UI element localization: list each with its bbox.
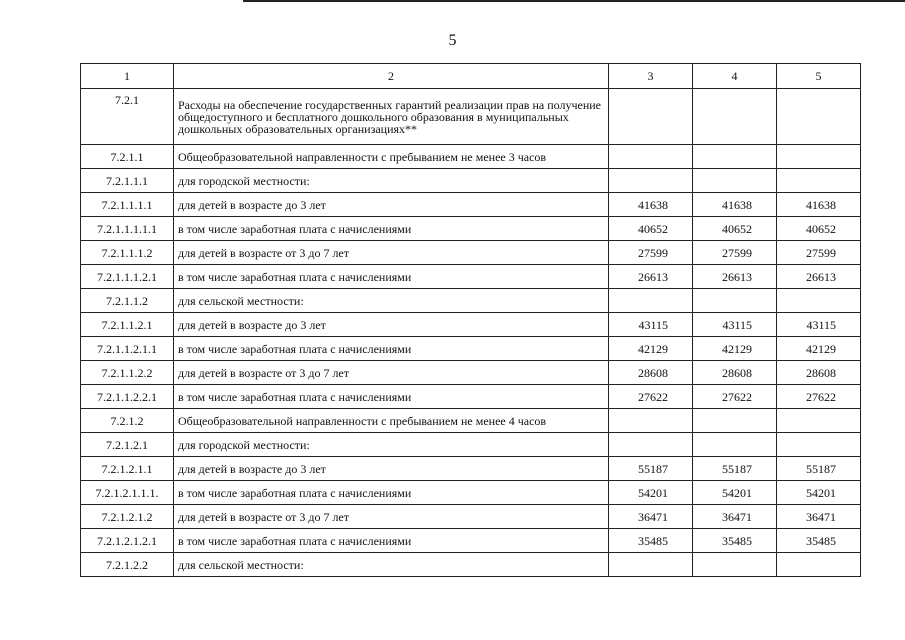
table-row <box>81 169 861 193</box>
row-value-3: 35485 <box>609 529 693 553</box>
table-row <box>81 553 861 577</box>
row-code: 7.2.1.1.1 <box>81 169 174 193</box>
row-code: 7.2.1.1.1.1 <box>81 193 174 217</box>
row-value-4: 27599 <box>693 241 777 265</box>
table-row <box>81 313 861 337</box>
row-value-4: 35485 <box>693 529 777 553</box>
row-code: 7.2.1.1.2.1 <box>81 313 174 337</box>
row-value-5 <box>777 433 861 457</box>
header-cell-3: 3 <box>609 64 693 89</box>
row-text: для детей в возрасте от 3 до 7 лет <box>174 241 609 265</box>
table-row <box>81 289 861 313</box>
row-value-3: 27622 <box>609 385 693 409</box>
row-value-3 <box>609 289 693 313</box>
table-row <box>81 529 861 553</box>
table-row <box>81 193 861 217</box>
row-value-3: 55187 <box>609 457 693 481</box>
table-row <box>81 241 861 265</box>
row-value-4: 36471 <box>693 505 777 529</box>
table-row <box>81 361 861 385</box>
row-value-3: 27599 <box>609 241 693 265</box>
row-value-3 <box>609 553 693 577</box>
row-code: 7.2.1.2.1.2 <box>81 505 174 529</box>
row-text: в том числе заработная плата с начислениями <box>174 385 609 409</box>
row-value-5 <box>777 145 861 169</box>
header-cell-1: 1 <box>81 64 174 89</box>
row-value-5: 28608 <box>777 361 861 385</box>
page-number: 5 <box>448 32 457 49</box>
row-text: для городской местности: <box>174 169 609 193</box>
row-text: для городской местности: <box>174 433 609 457</box>
row-code: 7.2.1.2.1.2.1 <box>81 529 174 553</box>
row-value-5: 27599 <box>777 241 861 265</box>
row-text: для детей в возрасте от 3 до 7 лет <box>174 505 609 529</box>
row-code: 7.2.1.2.1.1 <box>81 457 174 481</box>
row-value-5: 26613 <box>777 265 861 289</box>
row-text: Расходы на обеспечение государственных гарантий реализации прав на получение общедоступного и бесплатного дошкольного образования в муниципальных дошкольных образовательных организациях** <box>174 89 609 145</box>
row-value-3: 40652 <box>609 217 693 241</box>
row-code: 7.2.1.1.2.1.1 <box>81 337 174 361</box>
row-value-5: 40652 <box>777 217 861 241</box>
row-value-4 <box>693 289 777 313</box>
table-header-row <box>81 64 861 89</box>
row-value-5: 54201 <box>777 481 861 505</box>
row-value-4: 41638 <box>693 193 777 217</box>
row-text: в том числе заработная плата с начислениями <box>174 529 609 553</box>
header-cell-2: 2 <box>174 64 609 89</box>
table-row <box>81 217 861 241</box>
row-value-3 <box>609 89 693 145</box>
row-text: в том числе заработная плата с начислениями <box>174 337 609 361</box>
row-value-5: 41638 <box>777 193 861 217</box>
row-value-3: 36471 <box>609 505 693 529</box>
row-value-5 <box>777 553 861 577</box>
row-text: в том числе заработная плата с начислениями <box>174 217 609 241</box>
row-value-3: 26613 <box>609 265 693 289</box>
row-code: 7.2.1.1.1.2.1 <box>81 265 174 289</box>
row-value-5: 36471 <box>777 505 861 529</box>
row-text: Общеобразовательной направленности с пребыванием не менее 4 часов <box>174 409 609 433</box>
row-value-5 <box>777 89 861 145</box>
row-value-4: 26613 <box>693 265 777 289</box>
row-code: 7.2.1.1.2.2 <box>81 361 174 385</box>
row-text: для сельской местности: <box>174 289 609 313</box>
row-value-4 <box>693 409 777 433</box>
table-row <box>81 385 861 409</box>
row-code: 7.2.1.1.2.2.1 <box>81 385 174 409</box>
row-value-4 <box>693 553 777 577</box>
row-code: 7.2.1.1.2 <box>81 289 174 313</box>
row-code: 7.2.1.2.1 <box>81 433 174 457</box>
row-code: 7.2.1 <box>81 89 174 145</box>
row-value-4 <box>693 433 777 457</box>
row-value-3 <box>609 169 693 193</box>
row-value-5: 42129 <box>777 337 861 361</box>
row-text: Общеобразовательной направленности с пребыванием не менее 3 часов <box>174 145 609 169</box>
table-row <box>81 481 861 505</box>
row-text: в том числе заработная плата с начислениями <box>174 481 609 505</box>
table-row <box>81 265 861 289</box>
row-value-4: 42129 <box>693 337 777 361</box>
row-value-3: 43115 <box>609 313 693 337</box>
table-row <box>81 457 861 481</box>
row-value-3 <box>609 145 693 169</box>
row-value-5 <box>777 169 861 193</box>
row-text: для детей в возрасте от 3 до 7 лет <box>174 361 609 385</box>
row-value-4: 27622 <box>693 385 777 409</box>
row-text: для сельской местности: <box>174 553 609 577</box>
table-row <box>81 337 861 361</box>
top-rule <box>243 0 905 2</box>
row-text: для детей в возрасте до 3 лет <box>174 193 609 217</box>
row-value-3 <box>609 433 693 457</box>
table-row <box>81 505 861 529</box>
header-cell-5: 5 <box>777 64 861 89</box>
row-code: 7.2.1.2.1.1.1. <box>81 481 174 505</box>
row-text: для детей в возрасте до 3 лет <box>174 313 609 337</box>
row-value-4 <box>693 169 777 193</box>
row-code: 7.2.1.1.1.2 <box>81 241 174 265</box>
row-value-3: 42129 <box>609 337 693 361</box>
row-code: 7.2.1.1 <box>81 145 174 169</box>
row-value-5: 43115 <box>777 313 861 337</box>
row-value-5: 35485 <box>777 529 861 553</box>
row-value-5: 27622 <box>777 385 861 409</box>
header-cell-4: 4 <box>693 64 777 89</box>
row-value-3: 41638 <box>609 193 693 217</box>
table-row <box>81 89 861 145</box>
table-row <box>81 433 861 457</box>
row-value-4: 28608 <box>693 361 777 385</box>
row-value-3: 54201 <box>609 481 693 505</box>
row-text: в том числе заработная плата с начислениями <box>174 265 609 289</box>
row-code: 7.2.1.2.2 <box>81 553 174 577</box>
row-code: 7.2.1.2 <box>81 409 174 433</box>
row-text: для детей в возрасте до 3 лет <box>174 457 609 481</box>
row-value-4 <box>693 145 777 169</box>
row-value-3 <box>609 409 693 433</box>
row-value-4 <box>693 89 777 145</box>
row-code: 7.2.1.1.1.1.1 <box>81 217 174 241</box>
row-value-3: 28608 <box>609 361 693 385</box>
row-value-4: 40652 <box>693 217 777 241</box>
table-row <box>81 145 861 169</box>
row-value-5 <box>777 409 861 433</box>
row-value-4: 43115 <box>693 313 777 337</box>
table-row <box>81 409 861 433</box>
row-value-5 <box>777 289 861 313</box>
expense-table <box>80 63 861 577</box>
row-value-4: 55187 <box>693 457 777 481</box>
row-value-4: 54201 <box>693 481 777 505</box>
row-value-5: 55187 <box>777 457 861 481</box>
